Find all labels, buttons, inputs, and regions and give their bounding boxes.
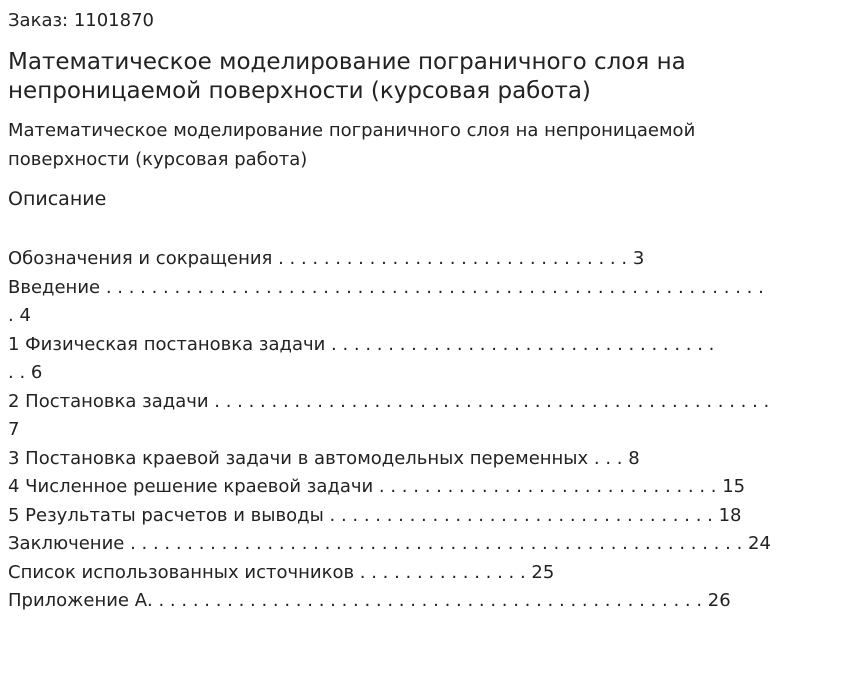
toc-line: . 4 [8, 305, 31, 326]
title-line-1: Математическое моделирование пограничного слоя на [8, 49, 686, 75]
toc-line: 7 [8, 419, 20, 440]
toc-line: Заключение . . . . . . . . . . . . . . . . . . . . . . . . . . . . . . . . . . . . . . . . . . . . . . . . . . . . . . 24 [8, 533, 771, 554]
toc-line: 5 Результаты расчетов и выводы . . . . . . . . . . . . . . . . . . . . . . . . . . . . . . . . . . 18 [8, 504, 742, 526]
toc-line: . . 6 [8, 362, 43, 383]
subtitle-line-2: поверхности (курсовая работа) [8, 149, 308, 170]
toc-line: 4 Численное решение краевой задачи . . . . . . . . . . . . . . . . . . . . . . . . . . . . . . 15 [8, 476, 746, 497]
toc-line: Обозначения и сокращения . . . . . . . . . . . . . . . . . . . . . . . . . . . . . . . 3 [8, 248, 645, 269]
page-title [8, 48, 839, 106]
toc-line: 1 Физическая постановка задачи . . . . . . . . . . . . . . . . . . . . . . . . . . . . . . . . . . [8, 333, 715, 355]
table-of-contents [8, 245, 839, 616]
order-number: Заказ: 1101870 [8, 10, 154, 31]
title-line-2: непроницаемой поверхности (курсовая работа) [8, 78, 591, 104]
subtitle-line-1: Математическое моделирование пограничного слоя на непроницаемой [8, 120, 696, 141]
toc-line: Введение . . . . . . . . . . . . . . . . . . . . . . . . . . . . . . . . . . . . . . . . . . . . . . . . . . . . . . . . . . [8, 276, 764, 298]
toc-line: 2 Постановка задачи . . . . . . . . . . . . . . . . . . . . . . . . . . . . . . . . . . . . . . . . . . . . . . . . . [8, 390, 770, 412]
page-subtitle [8, 116, 839, 174]
description-heading: Описание [8, 188, 107, 210]
toc-line: Приложение А. . . . . . . . . . . . . . . . . . . . . . . . . . . . . . . . . . . . . . . . . . . . . . . . . 26 [8, 590, 731, 611]
toc-line: Список использованных источников . . . . . . . . . . . . . . . 25 [8, 561, 555, 583]
toc-line: 3 Постановка краевой задачи в автомодельных переменных . . . 8 [8, 447, 640, 469]
